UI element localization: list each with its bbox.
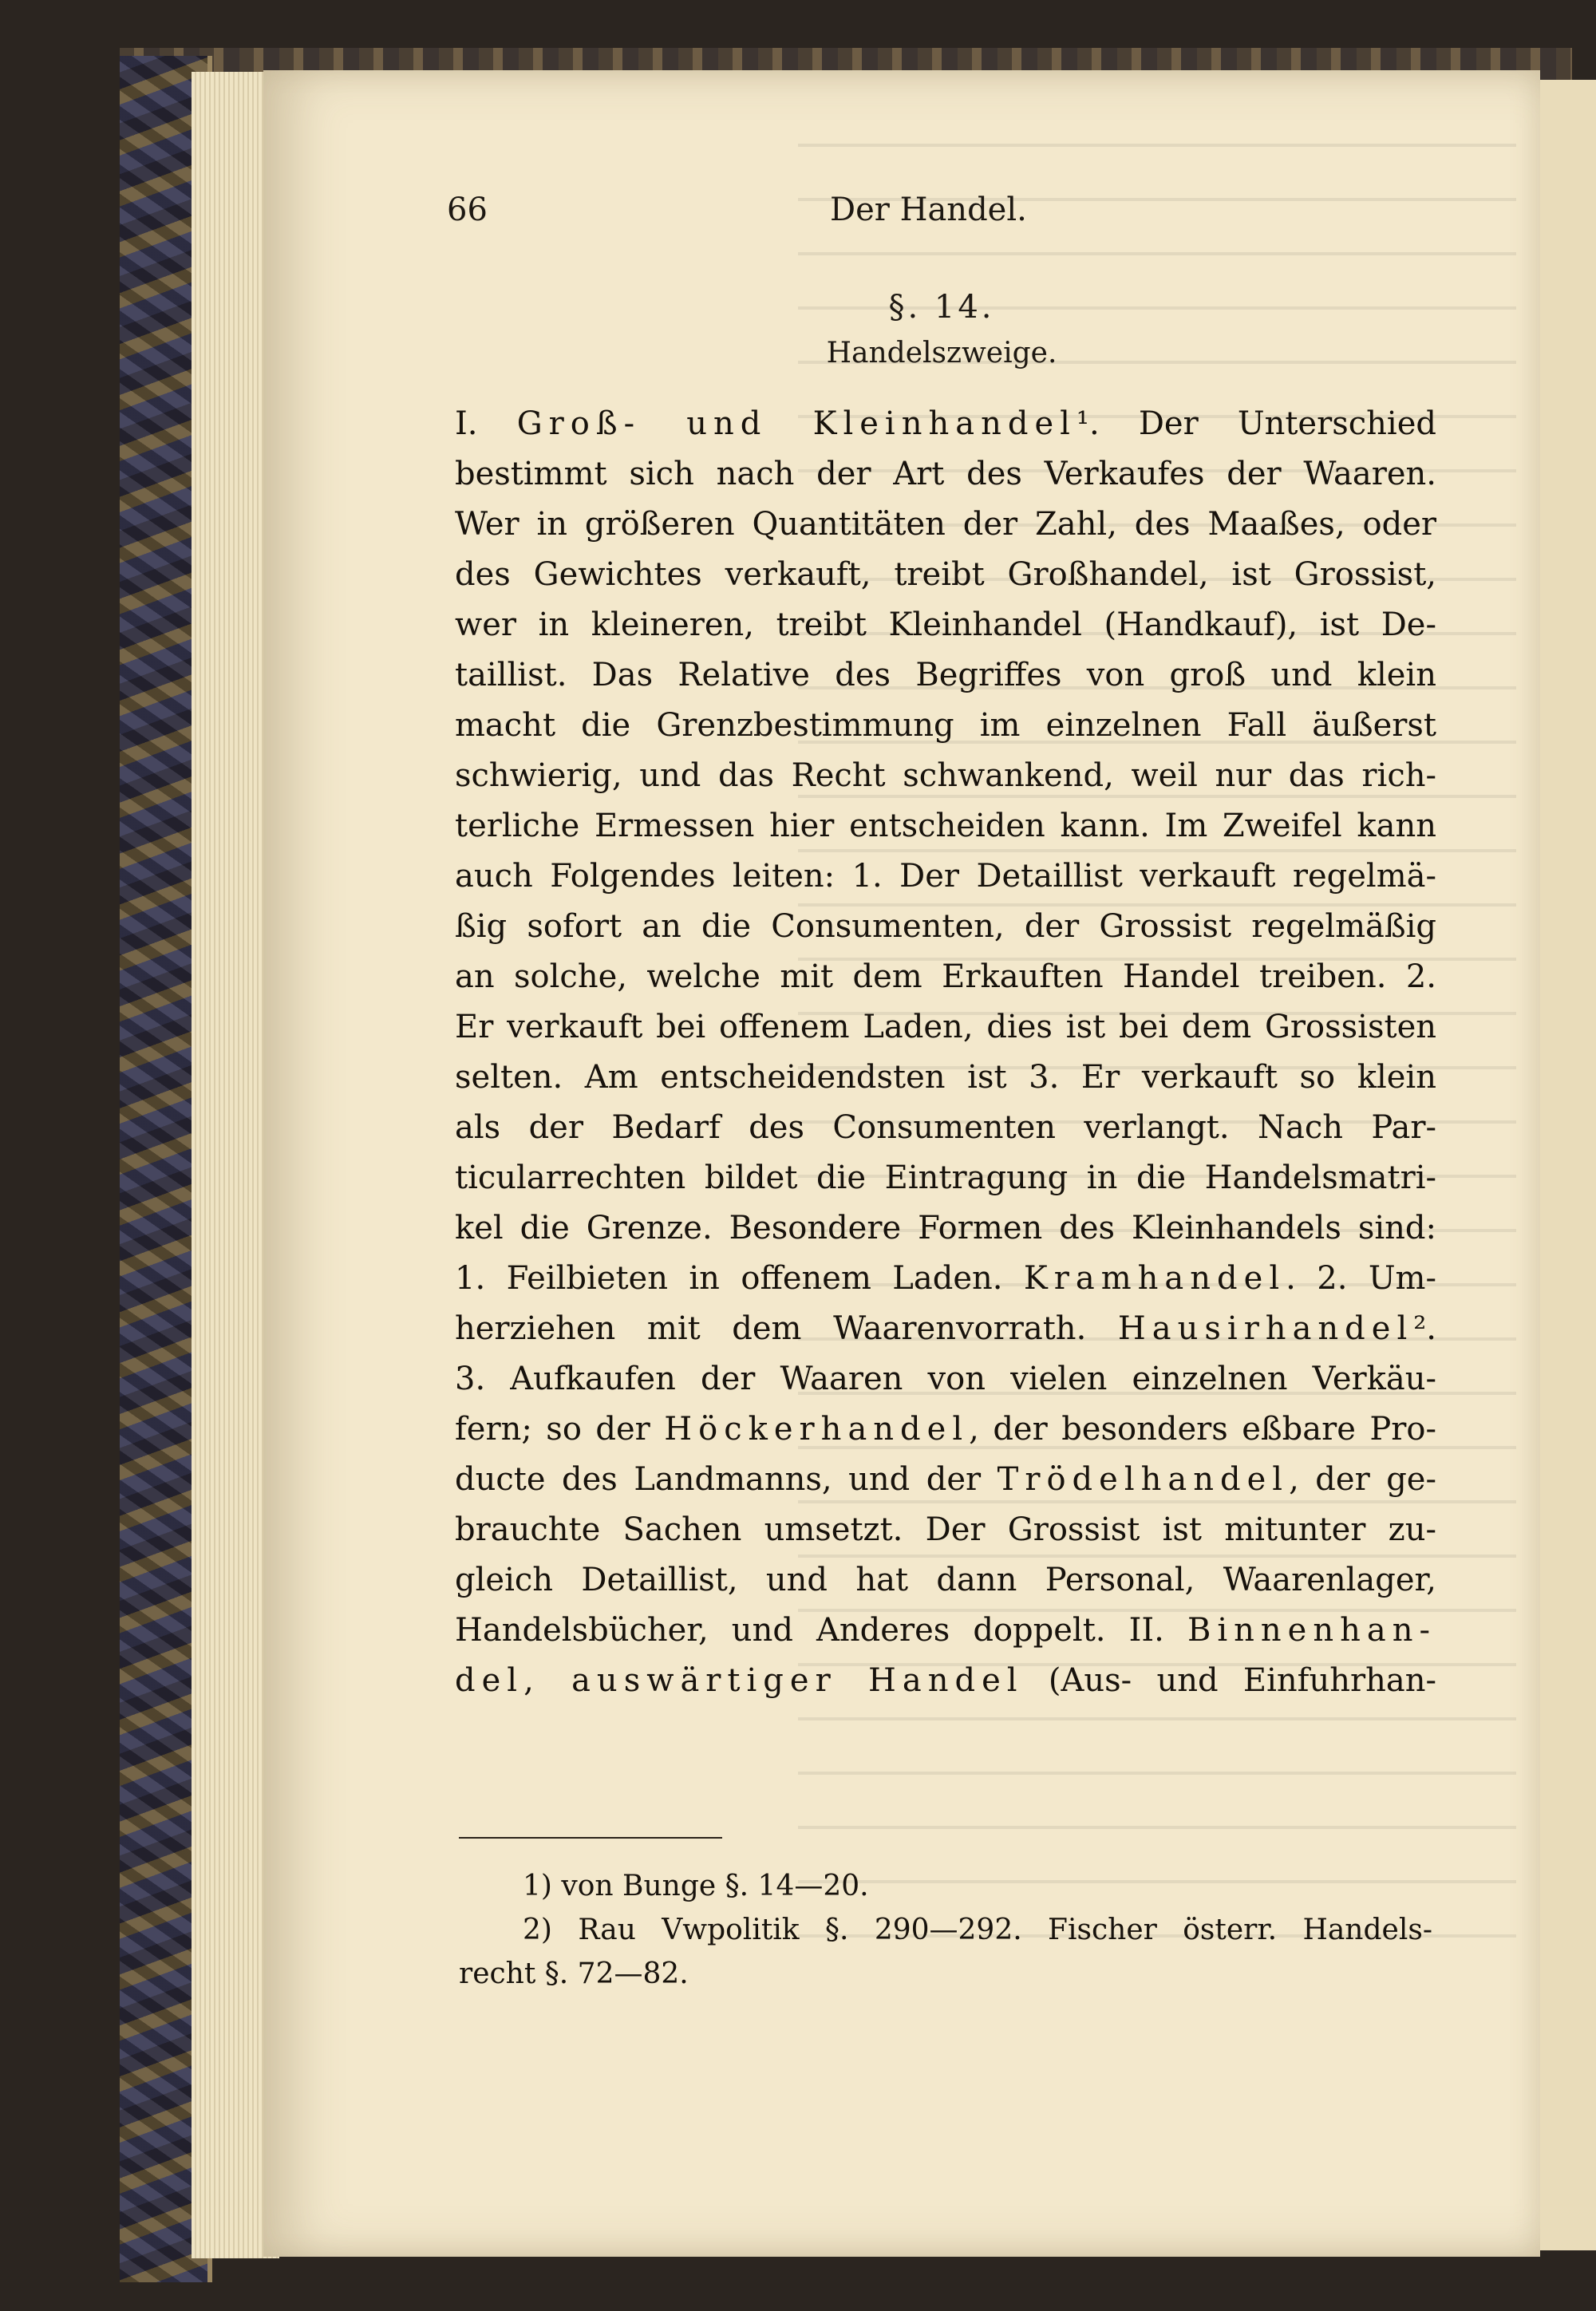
text-line: auch Folgendes leiten: 1. Der Detaillist verkauft regelmä- — [455, 858, 1436, 895]
section-number: §. 14. — [888, 289, 995, 326]
text-line: herziehen mit dem Waarenvorrath. Hausirhandel². — [455, 1310, 1436, 1347]
footnote-1: 1) von Bunge §. 14—20. — [523, 1870, 869, 1902]
footnote-rule — [459, 1837, 722, 1839]
text-line: taillist. Das Relative des Begriffes von groß und klein — [455, 657, 1436, 693]
footnote-2: 2) Rau Vwpolitik §. 290—292. Fischer österr. Handels- — [523, 1914, 1432, 1946]
text-line: ßig sofort an die Consumenten, der Grossist regelmäßig — [455, 908, 1436, 945]
text-line: Wer in größeren Quantitäten der Zahl, des Maaßes, oder — [455, 506, 1436, 543]
text-line: del, auswärtiger Handel (Aus- und Einfuhrhan- — [455, 1662, 1436, 1699]
text-line: 3. Aufkaufen der Waaren von vielen einzelnen Verkäu- — [455, 1361, 1436, 1397]
text-line: des Gewichtes verkauft, treibt Großhandel, ist Grossist, — [455, 556, 1436, 593]
text-line: gleich Detaillist, und hat dann Personal, Waarenlager, — [455, 1562, 1436, 1598]
text-line: I. Groß- und Kleinhandel¹. Der Unterschied — [455, 405, 1436, 442]
text-line: als der Bedarf des Consumenten verlangt. Nach Par- — [455, 1109, 1436, 1146]
text-line: ticularrechten bildet die Eintragung in die Handelsmatri- — [455, 1159, 1436, 1196]
facing-page-edge — [1540, 80, 1596, 2250]
text-line: 1. Feilbieten in offenem Laden. Kramhandel. 2. Um- — [455, 1260, 1436, 1297]
section-title: Handelszweige. — [826, 337, 1057, 369]
text-line: selten. Am entscheidendsten ist 3. Er verkauft so klein — [455, 1059, 1436, 1096]
page-number: 66 — [447, 192, 488, 228]
text-line: bestimmt sich nach der Art des Verkaufes der Waaren. — [455, 456, 1436, 492]
text-line: ducte des Landmanns, und der Trödelhandel, der ge- — [455, 1461, 1436, 1498]
text-line: brauchte Sachen umsetzt. Der Grossist ist mitunter zu- — [455, 1511, 1436, 1548]
text-line: Er verkauft bei offenem Laden, dies ist bei dem Grossisten — [455, 1009, 1436, 1045]
text-line: kel die Grenze. Besondere Formen des Kleinhandels sind: — [455, 1210, 1436, 1246]
text-line: Handelsbücher, und Anderes doppelt. II. Binnenhan- — [455, 1612, 1436, 1649]
footnotes — [459, 1864, 1432, 1996]
footnote-2-continued: recht §. 72—82. — [459, 1957, 689, 1990]
text-line: terliche Ermessen hier entscheiden kann. Im Zweifel kann — [455, 808, 1436, 844]
running-head: Der Handel. — [830, 192, 1027, 228]
text-line: an solche, welche mit dem Erkauften Handel treiben. 2. — [455, 958, 1436, 995]
text-line: schwierig, und das Recht schwankend, weil nur das rich- — [455, 757, 1436, 794]
text-line: macht die Grenzbestimmung im einzelnen Fall äußerst — [455, 707, 1436, 744]
page-header — [447, 192, 1436, 239]
body-text — [455, 399, 1436, 1706]
text-line: wer in kleineren, treibt Kleinhandel (Handkauf), ist De- — [455, 606, 1436, 643]
text-line: fern; so der Höckerhandel, der besonders eßbare Pro- — [455, 1411, 1436, 1448]
